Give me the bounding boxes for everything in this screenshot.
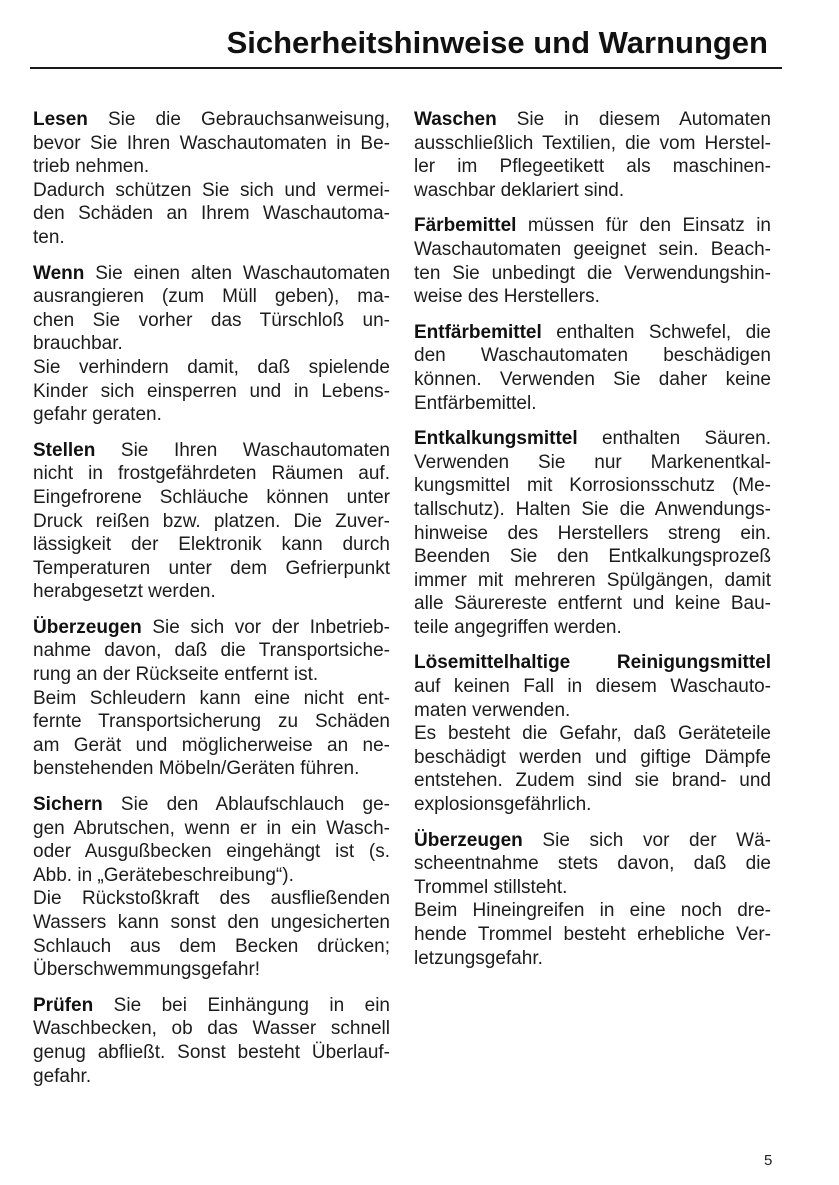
text-line (414, 829, 771, 853)
text-line (414, 214, 771, 238)
text-line: den Waschautomaten beschädigen (414, 345, 771, 367)
paragraph-lead: Sichern (33, 794, 103, 816)
text-line: herabgesetzt werden. (33, 581, 216, 603)
text-line: gefahr. (33, 1065, 92, 1087)
text-line: brauchbar. (33, 333, 123, 355)
text-line: explosionsgefährlich. (414, 794, 592, 816)
text-line: Waschautomaten geeignet sein. Beach- (414, 238, 771, 260)
text-line (33, 616, 390, 640)
paragraph-lead: Entkalkungsmittel (414, 428, 578, 450)
text-line: Kinder sich einsperren und in Lebens- (33, 380, 390, 402)
text-line: kungsmittel mit Korrosionsschutz (Me- (414, 475, 771, 497)
text-line: am Gerät und möglicherweise an ne- (33, 734, 390, 756)
line-text: Sie Ihren Waschautomaten (120, 439, 390, 461)
safety-paragraph (33, 439, 390, 604)
text-line: Die Rückstoßkraft des ausfließenden (33, 888, 390, 910)
text-line: chen Sie vorher das Türschloß un- (33, 309, 390, 331)
text-line: den Schäden an Ihrem Waschautoma- (33, 203, 390, 225)
line-text: Sie einen alten Waschautomaten (95, 262, 391, 284)
paragraph-lead: Färbemittel (414, 215, 517, 237)
text-line: trieb nehmen. (33, 156, 150, 178)
text-line: Sie verhindern damit, daß spielende (33, 356, 390, 378)
text-line: Es besteht die Gefahr, daß Geräteteile (414, 723, 771, 745)
text-line: nicht in frostgefährdeten Räumen auf. (33, 463, 390, 485)
text-line (414, 321, 771, 345)
text-line: bevor Sie Ihren Waschautomaten in Be- (33, 132, 390, 154)
line-text: Sie sich vor der Inbetrieb- (152, 616, 390, 638)
safety-paragraph (33, 616, 390, 781)
safety-paragraph (414, 321, 771, 415)
safety-paragraph (414, 651, 771, 816)
text-line: letzungsgefahr. (414, 947, 543, 969)
text-line: Entfärbemittel. (414, 392, 537, 414)
safety-paragraph (414, 829, 771, 971)
text-line: genug abfließt. Sonst besteht Überlauf- (33, 1041, 390, 1063)
text-line: waschbar deklariert sind. (414, 179, 625, 201)
line-text: Sie bei Einhängung in ein (113, 994, 390, 1016)
paragraph-lead: Überzeugen (414, 829, 523, 851)
line-text: müssen für den Einsatz in (527, 215, 771, 237)
safety-paragraph (33, 793, 390, 982)
safety-paragraph (414, 214, 771, 308)
text-line (33, 994, 390, 1018)
text-line: Druck reißen bzw. platzen. Die Zuver- (33, 510, 390, 532)
text-line: tallschutz). Halten Sie die Anwendungs- (414, 498, 771, 520)
line-text: Sie den Ablaufschlauch ge- (120, 794, 390, 816)
paragraph-lead: Überzeugen (33, 616, 142, 638)
text-line (33, 793, 390, 817)
safety-paragraph (33, 262, 390, 427)
text-line (414, 651, 771, 675)
text-line: rung an der Rückseite entfernt ist. (33, 664, 319, 686)
paragraph-lead: Entfärbemittel (414, 321, 542, 343)
text-line (414, 427, 771, 451)
line-text: Sie in diesem Automaten (516, 109, 771, 130)
text-line (33, 108, 390, 132)
text-line: Beim Schleudern kann eine nicht ent- (33, 687, 390, 709)
text-line: Waschbecken, ob das Wasser schnell (33, 1018, 390, 1040)
text-line: gen Abrutschen, wenn er in ein Wasch- (33, 817, 390, 839)
text-line: hende Trommel besteht erhebliche Ver- (414, 924, 771, 945)
text-line: Beim Hineingreifen in eine noch dre- (414, 900, 771, 922)
text-line: nahme davon, daß die Transportsiche- (33, 640, 390, 662)
text-line: ausschließlich Textilien, die vom Herstel- (414, 132, 771, 154)
paragraph-lead: Lesen (33, 109, 88, 130)
text-line: Temperaturen unter dem Gefrierpunkt (33, 557, 390, 579)
title-rule (30, 67, 782, 69)
text-line: ausrangieren (zum Müll geben), ma- (33, 286, 390, 308)
paragraph-lead: Lösemittelhaltige Reinigungsmittel (414, 652, 771, 674)
left-column (33, 108, 390, 1100)
text-line: lässigkeit der Elektronik kann durch (33, 534, 390, 556)
text-line: ten Sie unbedingt die Verwendungshin- (414, 262, 771, 284)
safety-paragraph (414, 427, 771, 639)
text-line: benstehenden Möbeln/Geräten führen. (33, 758, 360, 780)
text-line: Wassers kann sonst den ungesicherten (33, 912, 390, 933)
text-line: scheentnahme stets davon, daß die (414, 853, 771, 875)
text-line: Verwenden Sie nur Markenentkal- (414, 451, 771, 473)
line-text: Sie die Gebrauchsanweisung, (108, 109, 391, 130)
text-line: Überschwemmungsgefahr! (33, 959, 261, 981)
text-line: teile angegriffen werden. (414, 616, 622, 638)
text-line: können. Verwenden Sie daher keine (414, 368, 771, 390)
text-line: Eingefrorene Schläuche können unter (33, 486, 390, 508)
text-line: Dadurch schützen Sie sich und vermei- (33, 179, 390, 201)
text-line: entstehen. Zudem sind sie brand- und (414, 770, 771, 792)
text-line: immer mit mehreren Spülgängen, damit (414, 569, 771, 591)
safety-paragraph (414, 108, 771, 202)
text-line: gefahr geraten. (33, 404, 162, 426)
text-line: beschädigt werden und giftige Dämpfe (414, 746, 771, 768)
line-text: enthalten Schwefel, die (556, 321, 772, 343)
text-line: ten. (33, 226, 65, 248)
page-number: 5 (764, 1152, 773, 1169)
text-line (33, 439, 390, 463)
right-column (414, 108, 771, 982)
text-line: auf keinen Fall in diesem Waschauto- (414, 676, 771, 698)
text-line: Trommel stillsteht. (414, 876, 568, 898)
text-line: Beenden Sie den Entkalkungsprozeß (414, 546, 771, 568)
text-line: Schlauch aus dem Becken drücken; (33, 935, 390, 957)
text-line: Abb. in „Gerätebeschreibung“). (33, 864, 294, 886)
page-title: Sicherheitshinweise und Warnungen (226, 25, 768, 60)
paragraph-lead: Wenn (33, 262, 85, 284)
paragraph-lead: Stellen (33, 439, 96, 461)
line-text: enthalten Säuren. (601, 428, 771, 450)
line-text: Sie sich vor der Wä- (542, 829, 772, 851)
text-line: alle Säurereste entfernt und keine Bau- (414, 593, 771, 615)
safety-paragraph (33, 108, 390, 250)
paragraph-lead: Prüfen (33, 994, 94, 1016)
safety-paragraph (33, 994, 390, 1088)
text-line (33, 262, 390, 286)
text-line (414, 108, 771, 132)
text-line: fernte Transportsicherung zu Schäden (33, 711, 390, 733)
text-line: hinweise des Herstellers streng ein. (414, 522, 771, 544)
paragraph-lead: Waschen (414, 109, 497, 130)
text-line: oder Ausgußbecken eingehängt ist (s. (33, 841, 390, 863)
text-line: ler im Pflegeetikett als maschinen- (414, 156, 771, 178)
text-line: weise des Herstellers. (414, 286, 600, 308)
text-line: maten verwenden. (414, 699, 571, 721)
